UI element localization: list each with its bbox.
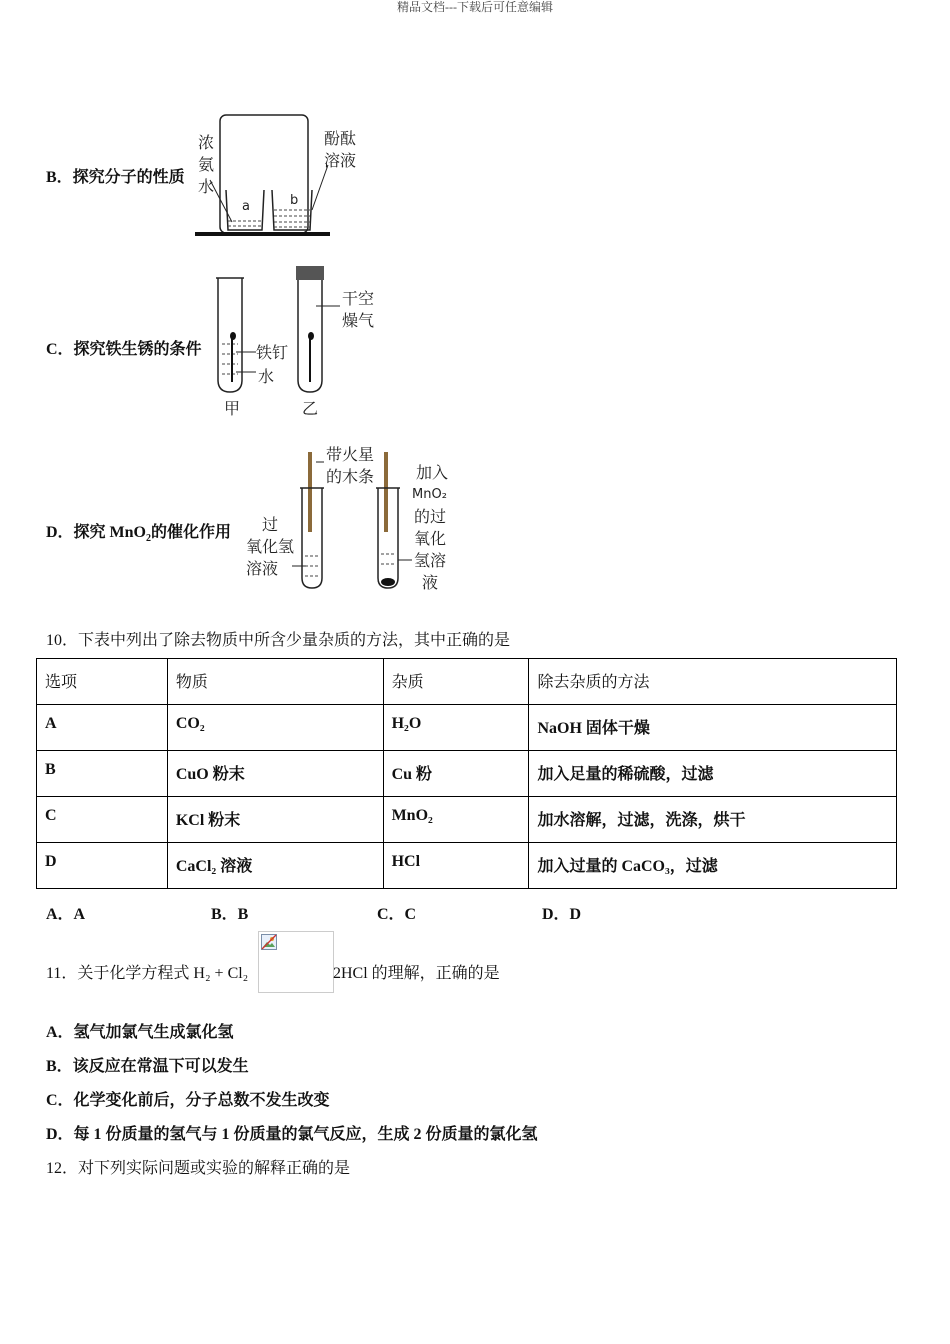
dry-air-label-1: 干空: [342, 289, 375, 308]
q10-answer-a: A．A: [46, 906, 86, 923]
table-cell: Cu 粉: [383, 751, 529, 797]
table-cell: 加入过量的 CaCO₃，过滤: [529, 843, 897, 889]
broken-image-icon: [261, 934, 277, 950]
table-row: [37, 843, 897, 889]
mno2-h2o2-label-6: 液: [422, 573, 439, 592]
impurity-removal-table: [36, 658, 897, 889]
mno2-h2o2-label-2: MnO₂: [412, 487, 447, 502]
table-cell: KCl 粉末: [167, 797, 383, 843]
table-cell: HCl: [383, 843, 529, 889]
splint-label-1: 带火星: [326, 445, 375, 464]
q11-option-d: D．每 1 份质量的氢气与 1 份质量的氯气反应，生成 2 份质量的氯化氢: [46, 1126, 538, 1143]
option-c-label: C．探究铁生锈的条件: [46, 341, 202, 358]
table-cell: CuO 粉末: [167, 751, 383, 797]
ammonia-label-3: 水: [198, 177, 215, 196]
table-cell: CO₂: [167, 705, 383, 751]
catalyst-experiment-figure: [240, 442, 460, 597]
q12-stem: 12．对下列实际问题或实验的解释正确的是: [46, 1160, 351, 1177]
q11-option-a: A．氢气加氯气生成氯化氢: [46, 1024, 234, 1041]
dry-air-label-2: 燥气: [342, 311, 375, 330]
ammonia-label-1: 浓: [198, 133, 215, 152]
mno2-h2o2-label-1: 加入: [416, 463, 449, 482]
table-cell: MnO₂: [383, 797, 529, 843]
q11-stem-start: 11．关于化学方程式 H₂ + Cl₂: [46, 965, 249, 982]
nail-label: 铁钉: [256, 343, 289, 362]
beaker-a-label: a: [242, 199, 250, 214]
option-d-label: D．探究 MnO$_2$的催化作用: [46, 524, 232, 545]
splint-label-2: 的木条: [326, 467, 375, 486]
q10-answer-d: D．D: [542, 906, 582, 923]
q10-answer-c: C．C: [377, 906, 417, 923]
water-label: 水: [258, 367, 275, 386]
option-b-label: B．探究分子的性质: [46, 169, 185, 186]
table-cell: 加入足量的稀硫酸，过滤: [529, 751, 897, 797]
h2o2-label-2: 氧化氢: [246, 537, 295, 556]
q11-option-c: C．化学变化前后，分子总数不发生改变: [46, 1092, 330, 1109]
table-cell: A: [37, 705, 168, 751]
q10-stem: 10．下表中列出了除去物质中所含少量杂质的方法，其中正确的是: [46, 632, 511, 649]
equation-condition-image: [258, 931, 334, 993]
table-row: [37, 797, 897, 843]
table-row: [37, 705, 897, 751]
ammonia-label-2: 氨: [198, 155, 215, 174]
table-header-row: [37, 659, 897, 705]
h2o2-label-3: 溶液: [246, 559, 279, 578]
table-header-cell: 除去杂质的方法: [529, 659, 897, 705]
table-header-cell: 选项: [37, 659, 168, 705]
iron-rust-experiment-figure: [210, 262, 390, 422]
table-cell: 加水溶解，过滤，洗涤，烘干: [529, 797, 897, 843]
page-header: 精品文档---下载后可任意编辑: [397, 0, 553, 14]
table-cell: C: [37, 797, 168, 843]
tube-jia-label: 甲: [224, 399, 241, 418]
q10-answer-b: B．B: [211, 906, 249, 923]
table-cell: B: [37, 751, 168, 797]
table-cell: H₂O: [383, 705, 529, 751]
table-header-cell: 杂质: [383, 659, 529, 705]
q11-option-b: B．该反应在常温下可以发生: [46, 1058, 249, 1075]
beaker-b-label: b: [290, 193, 299, 208]
q11-stem-end: 2HCl 的理解，正确的是: [333, 965, 500, 982]
molecule-experiment-figure: [190, 110, 370, 240]
phenolphthalein-label-2: 溶液: [324, 151, 357, 170]
table-row: [37, 751, 897, 797]
tube-yi-label: 乙: [302, 399, 319, 418]
h2o2-label-1: 过: [262, 515, 279, 534]
table-cell: D: [37, 843, 168, 889]
table-header-cell: 物质: [167, 659, 383, 705]
mno2-h2o2-label-3: 的过: [414, 507, 447, 526]
mno2-h2o2-label-4: 氧化: [414, 529, 447, 548]
phenolphthalein-label-1: 酚酞: [324, 129, 357, 148]
mno2-h2o2-label-5: 氢溶: [414, 551, 447, 570]
table-cell: CaCl₂ 溶液: [167, 843, 383, 889]
table-cell: NaOH 固体干燥: [529, 705, 897, 751]
